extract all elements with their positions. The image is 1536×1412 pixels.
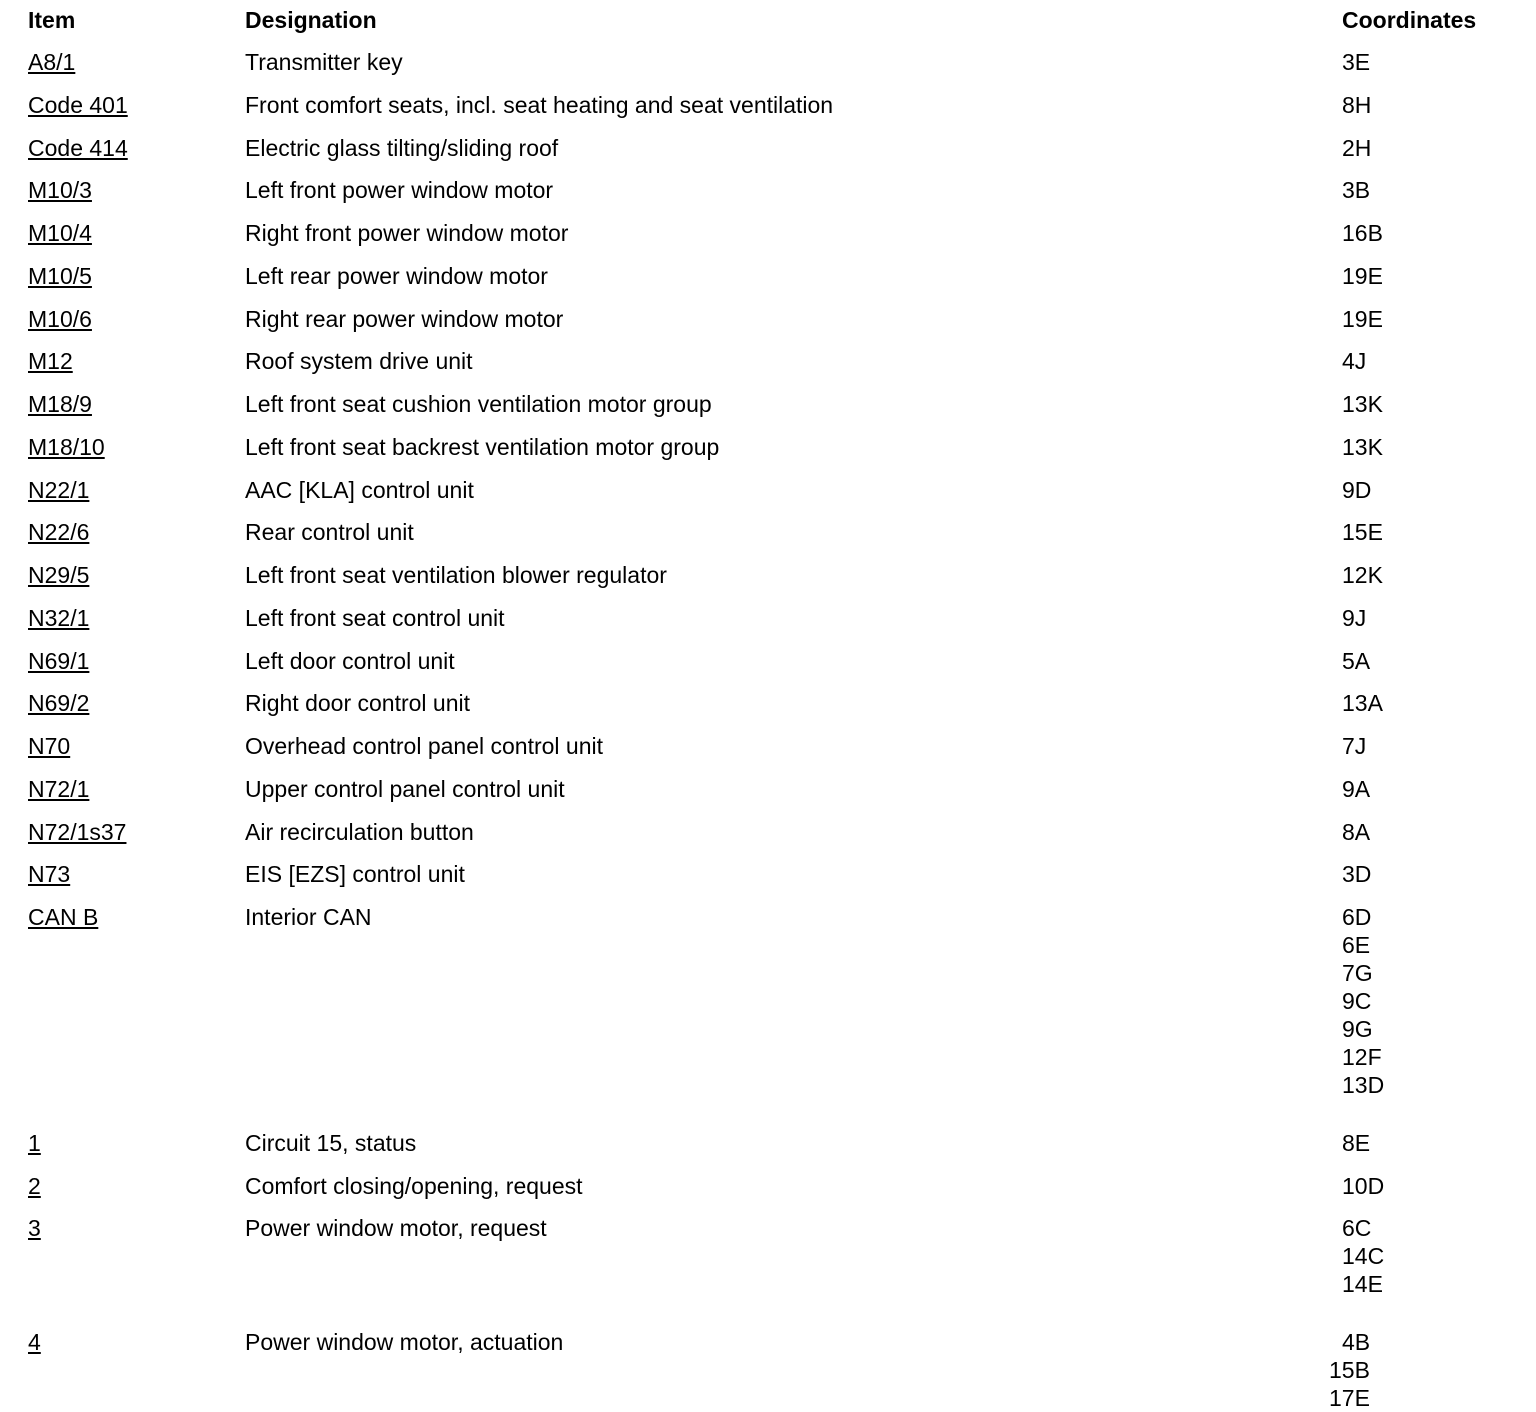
coordinate-value: 15B	[1329, 1357, 1370, 1383]
item-cell	[28, 860, 70, 888]
coordinates-cell	[1342, 176, 1370, 204]
coordinate-value: 6C	[1342, 1215, 1372, 1242]
designation-cell: Rear control unit	[245, 519, 414, 546]
coordinate-value: 19E	[1342, 305, 1383, 332]
coordinate-value: 2H	[1342, 134, 1372, 161]
item-cell	[28, 476, 89, 504]
coordinate-value: 12K	[1342, 562, 1383, 588]
item-link[interactable]: 1	[28, 1129, 41, 1156]
designation-cell: Comfort closing/opening, request	[245, 1172, 583, 1199]
item-link[interactable]: N72/1	[28, 775, 90, 802]
designation-cell: Front comfort seats, incl. seat heating and seat ventilation	[245, 91, 834, 118]
coordinates-cell	[1342, 732, 1366, 760]
coordinate-value: 6D	[1342, 904, 1372, 930]
coordinates-cell	[1342, 91, 1371, 119]
header-designation: Designation	[245, 7, 377, 33]
designation-cell: EIS [EZS] control unit	[245, 861, 465, 888]
coordinates-cell	[1342, 390, 1383, 418]
item-cell	[28, 518, 89, 546]
coordinates-cell	[1342, 604, 1366, 632]
designation-cell: Electric glass tilting/sliding roof	[245, 134, 559, 161]
coordinate-value: 8H	[1342, 91, 1372, 118]
item-link[interactable]: N73	[28, 861, 71, 888]
item-cell	[28, 305, 92, 333]
coordinates-cell	[1329, 1328, 1371, 1412]
item-cell	[28, 647, 89, 675]
coordinate-value: 10D	[1342, 1172, 1385, 1199]
item-cell	[28, 818, 126, 846]
item-cell	[28, 91, 128, 119]
designation-cell: Left front seat ventilation blower regulator	[245, 562, 667, 588]
coordinates-cell	[1342, 134, 1371, 162]
coordinates-cell	[1342, 647, 1370, 675]
item-link[interactable]: 3	[28, 1215, 41, 1242]
coordinates-cell	[1342, 305, 1383, 333]
item-cell	[28, 561, 89, 589]
coordinates-cell	[1342, 775, 1370, 803]
coordinate-value: 3E	[1342, 49, 1371, 75]
item-cell	[28, 433, 105, 461]
item-link[interactable]: N22/1	[28, 476, 90, 503]
designation-cell: Right front power window motor	[245, 220, 569, 246]
coordinates-cell	[1342, 818, 1370, 846]
item-link[interactable]: N70	[28, 733, 71, 759]
item-link[interactable]: 2	[28, 1172, 41, 1199]
designation-cell: Left front seat backrest ventilation motor group	[245, 433, 720, 460]
coordinates-cell	[1342, 689, 1383, 717]
designation-cell: Overhead control panel control unit	[245, 733, 603, 759]
item-cell	[28, 347, 73, 375]
coordinates-cell	[1342, 1214, 1384, 1298]
coordinate-value: 4B	[1342, 1329, 1371, 1355]
coordinates-cell	[1342, 561, 1383, 589]
designation-cell: Interior CAN	[245, 904, 372, 930]
designation-cell: Upper control panel control unit	[245, 775, 565, 802]
coordinate-value: 12F	[1342, 1044, 1382, 1070]
item-cell	[28, 176, 92, 204]
coordinate-value: 7G	[1342, 960, 1373, 986]
item-cell	[28, 390, 92, 418]
header-coordinates: Coordinates	[1342, 7, 1477, 33]
coordinate-value: 6E	[1342, 932, 1371, 958]
designation-cell: Power window motor, request	[245, 1215, 547, 1242]
item-cell	[28, 262, 92, 290]
coordinate-value: 8A	[1342, 818, 1371, 845]
designation-cell: Power window motor, actuation	[245, 1329, 564, 1355]
coordinate-value: 19E	[1342, 262, 1383, 289]
designation-cell: Left front seat control unit	[245, 604, 505, 631]
coordinate-value: 5A	[1342, 647, 1371, 674]
item-cell	[28, 1328, 41, 1356]
coordinate-value: 13D	[1342, 1072, 1385, 1098]
coordinates-cell	[1342, 433, 1383, 461]
designation-cell: Left door control unit	[245, 647, 455, 674]
designation-cell: Left rear power window motor	[245, 262, 548, 289]
coordinates-cell	[1342, 476, 1371, 504]
item-link[interactable]: M10/4	[28, 220, 92, 246]
coordinate-value: 4J	[1342, 348, 1367, 375]
item-link[interactable]: CAN B	[28, 904, 99, 930]
coordinates-cell	[1342, 262, 1383, 290]
item-cell	[28, 689, 89, 717]
item-link[interactable]: N72/1s37	[28, 818, 127, 845]
item-cell	[28, 1129, 41, 1157]
coordinate-value: 9J	[1342, 604, 1367, 631]
coordinates-cell	[1342, 860, 1371, 888]
item-cell	[28, 732, 70, 760]
coordinates-cell	[1342, 48, 1370, 76]
coordinates-cell	[1342, 1129, 1370, 1157]
item-cell	[28, 134, 128, 162]
designation-cell: Right door control unit	[245, 690, 471, 717]
coordinates-cell	[1342, 347, 1366, 375]
designation-cell: Left front seat cushion ventilation motor group	[245, 391, 712, 417]
coordinate-value: 3D	[1342, 861, 1372, 888]
coordinate-value: 17E	[1329, 1385, 1370, 1411]
item-link[interactable]: M10/6	[28, 305, 92, 332]
item-cell	[28, 219, 92, 247]
item-cell	[28, 1214, 41, 1242]
coordinate-value: 8E	[1342, 1129, 1371, 1156]
header-item: Item	[28, 7, 76, 33]
coordinate-value: 9C	[1342, 988, 1372, 1014]
coordinate-value: 14E	[1342, 1271, 1383, 1298]
coordinate-value: 3B	[1342, 177, 1371, 204]
item-link[interactable]: N29/5	[28, 562, 90, 588]
designation-cell: Air recirculation button	[245, 818, 474, 845]
item-cell	[28, 604, 89, 632]
coordinate-value: 7J	[1342, 733, 1367, 759]
coordinate-value: 9D	[1342, 476, 1372, 503]
coordinate-value: 16B	[1342, 220, 1383, 246]
designation-cell: Roof system drive unit	[245, 348, 473, 375]
coordinates-cell	[1342, 1172, 1384, 1200]
coordinate-value: 9A	[1342, 775, 1371, 802]
item-cell	[28, 48, 75, 76]
item-cell	[28, 775, 89, 803]
item-link[interactable]: M18/10	[28, 433, 105, 460]
coordinate-value: 13A	[1342, 690, 1383, 717]
coordinate-value: 13K	[1342, 433, 1383, 460]
coordinate-value: 14C	[1342, 1243, 1385, 1270]
coordinate-value: 15E	[1342, 519, 1383, 546]
item-link[interactable]: M10/3	[28, 177, 92, 204]
designation-cell: Left front power window motor	[245, 177, 554, 204]
designation-cell: Right rear power window motor	[245, 305, 564, 332]
item-cell	[28, 1172, 41, 1200]
item-link[interactable]: M12	[28, 348, 73, 375]
item-link[interactable]: N69/1	[28, 647, 90, 674]
item-cell	[28, 903, 98, 931]
item-link[interactable]: A8/1	[28, 49, 76, 75]
item-link[interactable]: N32/1	[28, 604, 90, 631]
item-link[interactable]: M10/5	[28, 262, 92, 289]
designation-cell: AAC [KLA] control unit	[245, 476, 474, 503]
coordinate-value: 13K	[1342, 391, 1383, 417]
designation-cell: Circuit 15, status	[245, 1129, 417, 1156]
item-link[interactable]: M18/9	[28, 391, 92, 417]
coordinates-cell	[1342, 903, 1384, 1099]
item-link[interactable]: N69/2	[28, 690, 90, 717]
item-link[interactable]: N22/6	[28, 519, 90, 546]
coordinates-cell	[1342, 219, 1383, 247]
item-link[interactable]: Code 414	[28, 134, 128, 161]
item-link[interactable]: Code 401	[28, 91, 128, 118]
coordinates-cell	[1342, 518, 1383, 546]
designation-cell: Transmitter key	[245, 49, 403, 75]
coordinate-value: 9G	[1342, 1016, 1373, 1042]
item-link[interactable]: 4	[28, 1329, 41, 1355]
